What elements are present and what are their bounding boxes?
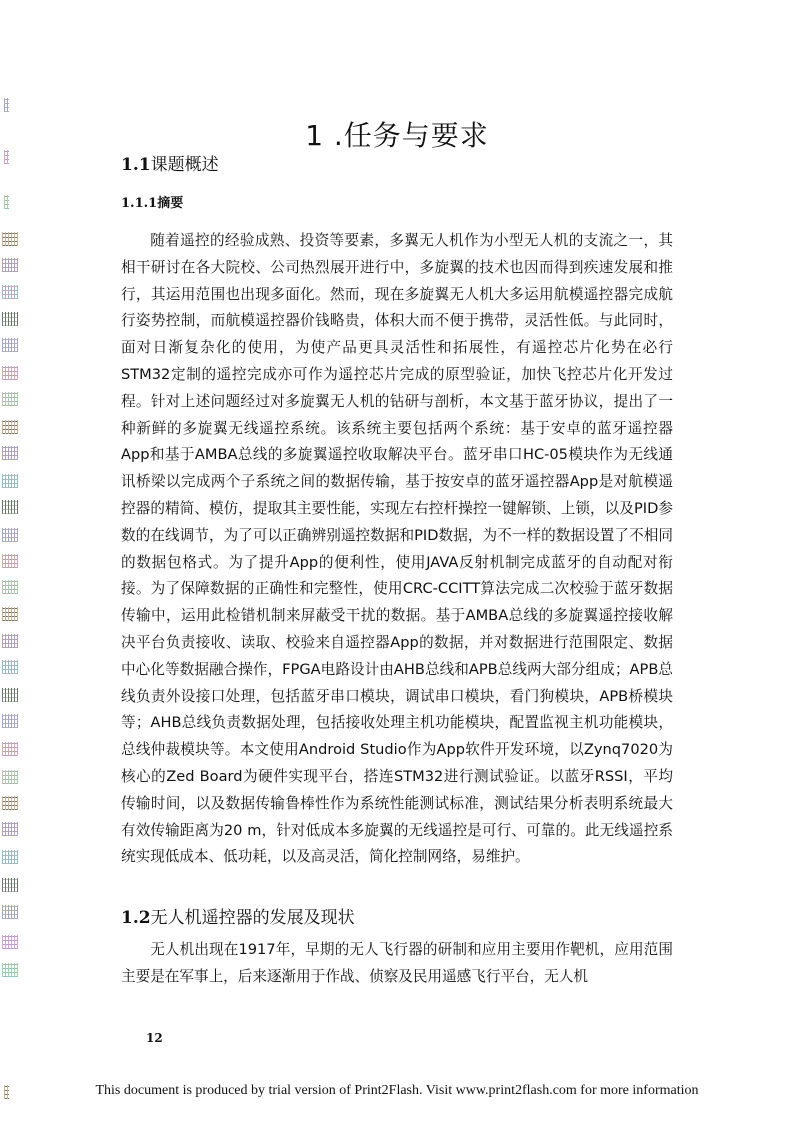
margin-artifact (2, 742, 18, 756)
margin-artifact (2, 878, 18, 892)
body-paragraph: 无人机出现在1917年，早期的无人飞行器的研制和应用主要用作靶机，应用范围主要是在军事上，后来逐渐用于作战、侦察及民用遥感飞行平台，无人机 (121, 941, 673, 985)
chapter-title: 1 .任务与要求 (305, 118, 489, 152)
margin-artifact (2, 714, 18, 728)
margin-artifact (4, 195, 9, 209)
margin-artifact (2, 446, 18, 460)
margin-artifact (2, 580, 18, 594)
margin-artifact (2, 338, 18, 352)
page-number: 12 (146, 1031, 163, 1045)
margin-artifact (2, 607, 18, 621)
section-1-2-body (121, 937, 673, 991)
margin-artifact (2, 963, 18, 977)
margin-artifact (2, 935, 18, 949)
section-title-text: 课题概述 (150, 155, 219, 175)
subsection-heading-abstract: 1.1.1摘要 (121, 196, 184, 211)
margin-artifact (2, 822, 18, 836)
section-heading-1-2 (121, 903, 355, 928)
margin-artifact (2, 850, 18, 864)
margin-artifact (2, 474, 18, 488)
margin-artifact (2, 285, 18, 299)
margin-artifact (2, 688, 18, 702)
abstract-body (121, 228, 673, 871)
margin-artifact (2, 500, 18, 514)
abstract-paragraph: 随着遥控的经验成熟、投资等要素，多翼无人机作为小型无人机的支流之一，其相干研讨在各大院校、公司热烈展开进行中，多旋翼的技术也因而得到疾速发展和推行，其运用范围也出现多面化。然而，现在多旋翼无人机大多运用航模遥控器完成航行姿势控制，而航模遥控器价钱略贵，体积大而不便于携带，灵活性低。与此同时，面对日渐复杂化的使用，为使产品更具灵活性和拓展性，有遥控芯片化势在必行STM32定制的遥控完成亦可作为遥控芯片完成的原型验证，加快飞控芯片化开发过程。针对上述问题经过对多旋翼无人机的钻研与剖析，本文基于蓝牙协议，提出了一种新鲜的多旋翼无线遥控系统。该系统主要包括两个系统：基于安卓的蓝牙遥控器App和基于AMBA总线的多旋翼遥控收取解决平台。蓝牙串口HC-05模块作为无线通讯桥梁以完成两个子系统之间的数据传输，基于按安卓的蓝牙遥控器App是对航模遥控器的精简、模仿，提取其主要性能，实现左右控杆操控一键解锁、上锁，以及PID参数的在线调节，为了可以正确辨别遥控数据和PID数据，为不一样的数据设置了不相同的数据包格式。为了提升App的便利性，使用JAVA反射机制完成蓝牙的自动配对衔接。为了保障数据的正确性和完整性，使用CRC-CCITT算法完成二次校验于蓝牙数据传输中，运用此检错机制来屏蔽受干扰的数据。基于AMBA总线的多旋翼遥控接收解决平台负责接收、读取、校验来自遥控器App的数据，并对数据进行范围限定、数据中心化等数据融合操作，FPGA电路设计由AHB总线和APB总线两大部分组成；APB总线负责外设接口处理，包括蓝牙串口模块，调试串口模块，看门狗模块，APB桥模块等；AHB总线负责数据处理，包括接收处理主机功能模块，配置监视主机功能模块，总线仲裁模块等。本文使用Android Studio作为App软件开发环境，以Zynq7020为核心的Zed Board为硬件实现平台，搭连STM32进行测试验证。以蓝牙RSSI，平均传输时间，以及数据传输鲁棒性作为系统性能测试标准，测试结果分析表明系统最大有效传输距离为20 m，针对低成本多旋翼的无线遥控是可行、可靠的。此无线遥控系统实现低成本、低功耗，以及高灵活，简化控制网络，易维护。 (121, 232, 673, 866)
margin-artifact (2, 796, 18, 810)
section-title-text: 无人机遥控器的发展及现状 (150, 908, 355, 928)
margin-artifact (2, 392, 18, 406)
trial-watermark-footer: This document is produced by trial version of Print2Flash. Visit www.print2flash.com for more information (95, 1083, 699, 1098)
margin-artifact (2, 660, 18, 674)
margin-artifact (2, 554, 18, 568)
margin-artifact (2, 905, 18, 919)
margin-artifact (2, 258, 18, 272)
section-number: 1.1 (121, 155, 151, 175)
margin-artifact (2, 770, 18, 784)
margin-artifact (2, 232, 18, 246)
margin-artifact (4, 98, 9, 112)
margin-artifact (2, 366, 18, 380)
section-heading-1-1 (121, 150, 219, 175)
margin-artifact (2, 312, 18, 326)
section-number: 1.2 (121, 908, 151, 928)
margin-artifact (2, 528, 18, 542)
margin-artifact (2, 420, 18, 434)
margin-artifact (2, 634, 18, 648)
